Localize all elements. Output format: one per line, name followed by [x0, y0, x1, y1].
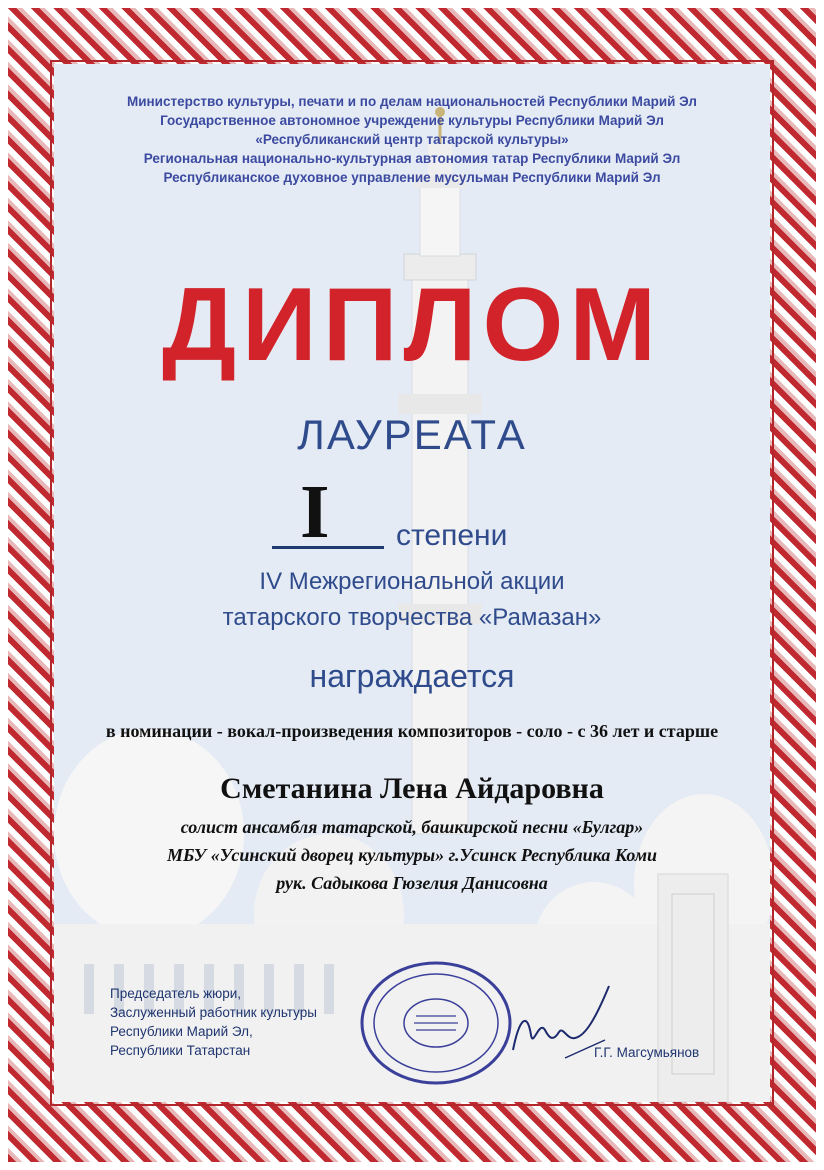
diploma-title: ДИПЛОМ: [161, 267, 663, 383]
degree-label: степени: [396, 519, 508, 552]
header-line: Региональная национально-культурная автономия татар Республики Марий Эл: [143, 151, 681, 166]
header-line: Государственное автономное учреждение культуры Республики Марий Эл: [160, 113, 664, 128]
recipient-detail: солист ансамбля татарской, башкирской песни «Булгар»: [180, 817, 644, 837]
event-line: татарского творчества «Рамазан»: [222, 604, 602, 631]
signer-name: Г.Г. Магсумьянов: [594, 1045, 700, 1060]
recipient-detail: рук. Садыкова Гюзелия Данисовна: [276, 873, 548, 893]
header-line: «Республиканский центр татарской культуры»: [255, 132, 569, 147]
header-line: Республиканское духовное управление мусульман Республики Марий Эл: [163, 170, 661, 185]
diploma-subtitle: ЛАУРЕАТА: [297, 411, 527, 458]
round-seal-icon: [356, 958, 516, 1088]
recipient-detail: МБУ «Усинский дворец культуры» г.Усинск Республика Коми: [166, 845, 658, 865]
jury-line: Председатель жюри,: [110, 986, 242, 1001]
jury-line: Заслуженный работник культуры: [110, 1005, 317, 1020]
nomination-text: в номинации - вокал-произведения композиторов - соло - с 36 лет и старше: [105, 721, 719, 741]
header-line: Министерство культуры, печати и по делам национальностей Республики Марий Эл: [126, 94, 698, 109]
degree-value: I: [300, 470, 330, 554]
recipient-name: Сметанина Лена Айдаровна: [220, 772, 604, 805]
jury-block: [110, 984, 317, 1060]
event-line: IV Межрегиональной акции: [259, 568, 565, 595]
jury-line: Республики Татарстан: [110, 1043, 251, 1058]
jury-line: Республики Марий Эл,: [110, 1024, 253, 1039]
degree-block: [270, 470, 600, 558]
awarded-text: награждается: [309, 658, 515, 694]
